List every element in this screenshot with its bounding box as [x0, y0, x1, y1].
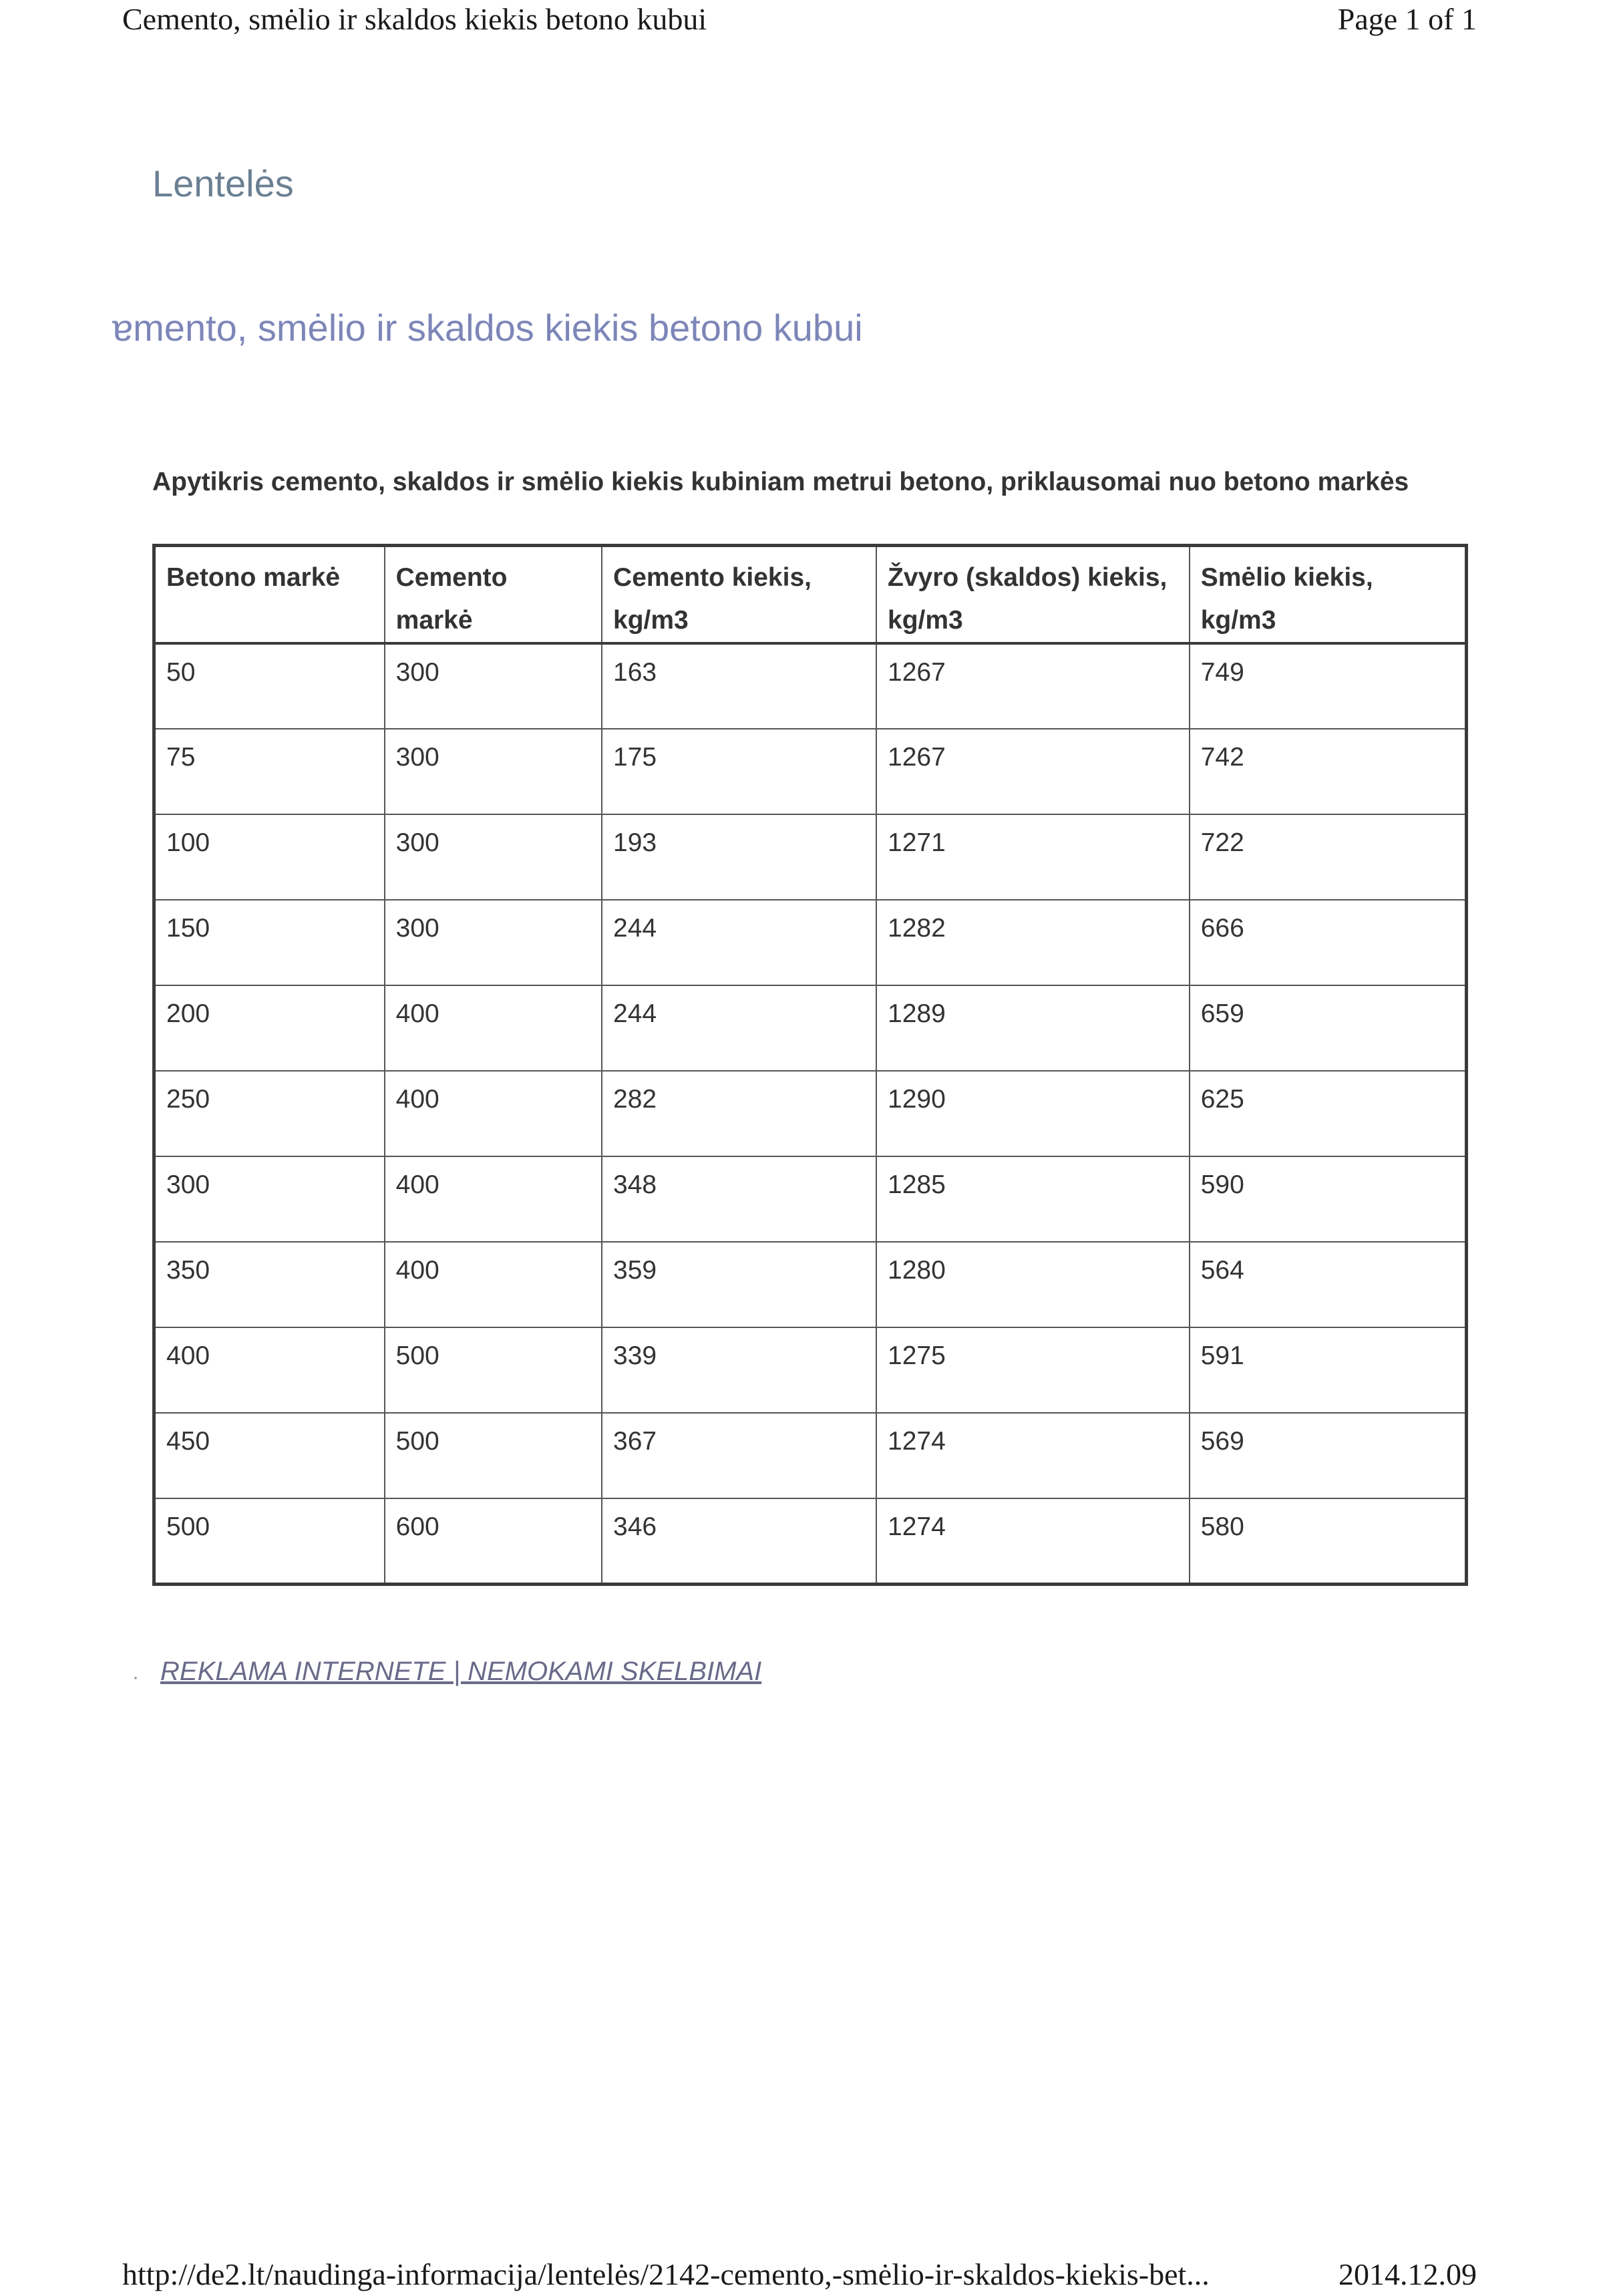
table-header [154, 546, 1467, 644]
cell-concrete-grade: 75 [154, 729, 385, 814]
cell-cement-amount: 244 [602, 900, 876, 985]
cell-gravel-amount: 1274 [876, 1498, 1190, 1584]
table-row [154, 814, 1467, 900]
cell-concrete-grade: 450 [154, 1413, 385, 1498]
table-row [154, 985, 1467, 1071]
table-row [154, 729, 1467, 814]
cell-gravel-amount: 1267 [876, 729, 1190, 814]
cell-cement-grade: 400 [385, 1071, 602, 1156]
cell-cement-grade: 400 [385, 1242, 602, 1327]
cell-sand-amount: 749 [1190, 643, 1467, 729]
cell-cement-grade: 500 [385, 1413, 602, 1498]
cell-gravel-amount: 1285 [876, 1156, 1190, 1242]
cell-sand-amount: 742 [1190, 729, 1467, 814]
cell-concrete-grade: 250 [154, 1071, 385, 1156]
cell-sand-amount: 564 [1190, 1242, 1467, 1327]
list-bullet: · [132, 1666, 139, 1688]
cell-gravel-amount: 1267 [876, 643, 1190, 729]
cell-gravel-amount: 1282 [876, 900, 1190, 985]
cell-cement-amount: 348 [602, 1156, 876, 1242]
cell-cement-amount: 175 [602, 729, 876, 814]
cell-sand-amount: 580 [1190, 1498, 1467, 1584]
table-row [154, 1156, 1467, 1242]
header-cement-amount: Cemento kiekis, kg/m3 [602, 546, 876, 644]
cell-sand-amount: 659 [1190, 985, 1467, 1071]
cell-cement-amount: 339 [602, 1327, 876, 1413]
cell-concrete-grade: 300 [154, 1156, 385, 1242]
table-intro-text: Apytikris cemento, skaldos ir smėlio kiekis kubiniam metrui betono, priklausomai nuo betono markės [152, 468, 1409, 496]
table-row [154, 1413, 1467, 1498]
cell-sand-amount: 722 [1190, 814, 1467, 900]
cell-cement-amount: 367 [602, 1413, 876, 1498]
cell-cement-amount: 244 [602, 985, 876, 1071]
header-concrete-grade: Betono markė [154, 546, 385, 644]
cell-cement-amount: 346 [602, 1498, 876, 1584]
article-title[interactable]: ɐmento, smėlio ir skaldos kiekis betono kubui [112, 307, 863, 349]
cell-cement-amount: 282 [602, 1071, 876, 1156]
cell-sand-amount: 590 [1190, 1156, 1467, 1242]
cell-cement-grade: 400 [385, 1156, 602, 1242]
cell-cement-grade: 300 [385, 643, 602, 729]
cell-cement-grade: 300 [385, 814, 602, 900]
print-header-title: Cemento, smėlio ir skaldos kiekis betono kubui [122, 2, 707, 36]
cell-concrete-grade: 50 [154, 643, 385, 729]
cell-cement-grade: 500 [385, 1327, 602, 1413]
print-header-page-number: Page 1 of 1 [1337, 2, 1477, 36]
table-row [154, 1498, 1467, 1584]
cell-cement-amount: 193 [602, 814, 876, 900]
table-row [154, 1327, 1467, 1413]
cell-sand-amount: 666 [1190, 900, 1467, 985]
table-row [154, 1071, 1467, 1156]
cell-concrete-grade: 350 [154, 1242, 385, 1327]
cell-gravel-amount: 1271 [876, 814, 1190, 900]
cell-sand-amount: 591 [1190, 1327, 1467, 1413]
cell-gravel-amount: 1275 [876, 1327, 1190, 1413]
cell-sand-amount: 569 [1190, 1413, 1467, 1498]
cell-cement-amount: 359 [602, 1242, 876, 1327]
cell-concrete-grade: 200 [154, 985, 385, 1071]
cell-gravel-amount: 1290 [876, 1071, 1190, 1156]
header-cement-grade: Cemento markė [385, 546, 602, 644]
table-row [154, 1242, 1467, 1327]
table-header-row [154, 546, 1467, 644]
cell-sand-amount: 625 [1190, 1071, 1467, 1156]
concrete-mix-table [152, 544, 1468, 1586]
print-footer-url: http://de2.lt/naudinga-informacija/lentelės/2142-cemento,-smėlio-ir-skaldos-kiekis-bet... [122, 2257, 1210, 2291]
table-body [154, 643, 1467, 1584]
cell-cement-grade: 600 [385, 1498, 602, 1584]
category-heading[interactable]: Lentelės [152, 162, 294, 204]
cell-cement-grade: 400 [385, 985, 602, 1071]
cell-concrete-grade: 100 [154, 814, 385, 900]
print-footer-date: 2014.12.09 [1338, 2257, 1477, 2291]
ad-link[interactable]: REKLAMA INTERNETE | NEMOKAMI SKELBIMAI [160, 1657, 762, 1686]
cell-gravel-amount: 1289 [876, 985, 1190, 1071]
cell-concrete-grade: 500 [154, 1498, 385, 1584]
cell-concrete-grade: 400 [154, 1327, 385, 1413]
cell-gravel-amount: 1274 [876, 1413, 1190, 1498]
table-row [154, 900, 1467, 985]
header-gravel-amount: Žvyro (skaldos) kiekis, kg/m3 [876, 546, 1190, 644]
header-sand-amount: Smėlio kiekis, kg/m3 [1190, 546, 1467, 644]
cell-cement-grade: 300 [385, 729, 602, 814]
cell-cement-amount: 163 [602, 643, 876, 729]
cell-cement-grade: 300 [385, 900, 602, 985]
table-row [154, 643, 1467, 729]
cell-gravel-amount: 1280 [876, 1242, 1190, 1327]
cell-concrete-grade: 150 [154, 900, 385, 985]
